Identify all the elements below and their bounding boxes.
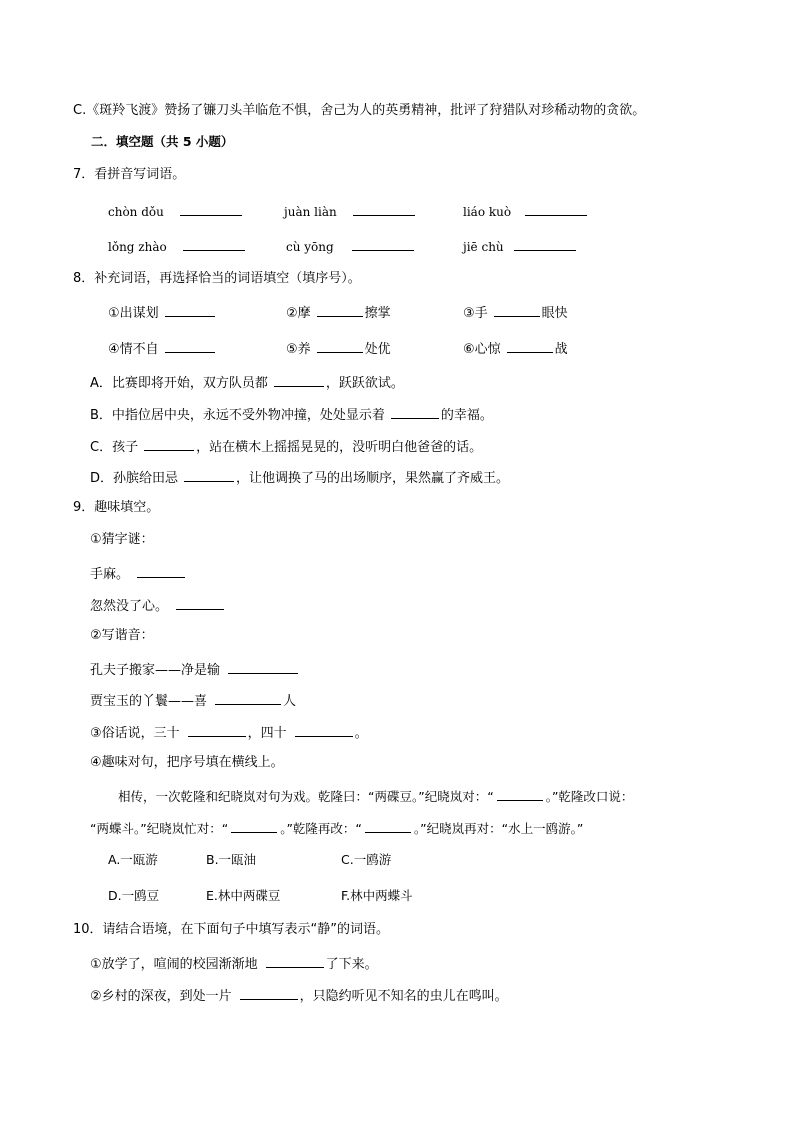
story-text: “两蝶斗。”纪晓岚忙对：“ (90, 821, 229, 836)
q10-title: 10．请结合语境，在下面句子中填写表示“静”的词语。 (73, 922, 390, 937)
pinyin: cù yōng (286, 240, 334, 254)
riddle-1 (90, 563, 187, 584)
q9-part4-label: ④趣味对句，把序号填在横线上。 (90, 755, 284, 770)
answer-blank[interactable] (353, 201, 415, 216)
answer-blank[interactable] (176, 595, 224, 610)
sentence-text: B．中指位居中央，永远不受外物冲撞，处处显示着 (90, 408, 385, 423)
answer-blank[interactable] (317, 302, 363, 317)
sentence-text: ①放学了，喧闹的校园渐渐地 (90, 957, 258, 972)
sentence-text: ，只隐约听见不知名的虫儿在鸣叫。 (299, 989, 508, 1004)
q7-item (463, 201, 589, 222)
answer-blank[interactable] (497, 786, 543, 801)
story-line-1 (118, 786, 633, 806)
q8-idiom (463, 302, 568, 323)
xiehouyu-1 (90, 659, 300, 680)
answer-blank[interactable] (525, 201, 587, 216)
sentence-text: ，站在横木上摇摇晃晃的，没听明白他爸爸的话。 (196, 440, 483, 455)
answer-blank[interactable] (184, 467, 234, 482)
q9-option-f: F.林中两蝶斗 (341, 888, 413, 903)
sentence-text: ②乡村的深夜，到处一片 (90, 989, 232, 1004)
idiom-suffix: 处优 (364, 342, 391, 357)
story-text: 。”乾隆再改：“ (280, 821, 362, 836)
answer-blank[interactable] (165, 338, 215, 353)
riddle-text: 手麻。 (90, 567, 130, 582)
answer-blank[interactable] (365, 818, 411, 833)
q7-item (463, 236, 578, 257)
sentence-text: D．孙膑给田忌 (90, 471, 179, 486)
xiehouyu-2 (90, 690, 296, 711)
idiom-prefix: ①出谋划 (108, 306, 159, 321)
story-text: 。”纪晓岚再对：“水上一鸥游。” (413, 821, 584, 836)
q8-idiom (463, 338, 568, 359)
idiom-suffix: 战 (554, 342, 568, 357)
proverb-text: 。 (354, 726, 368, 741)
q9-option-a: A.一瓯游 (108, 852, 158, 867)
q9-option-b: B.一瓯油 (206, 852, 257, 867)
q9-option-e: E.林中两碟豆 (206, 888, 281, 903)
answer-blank[interactable] (274, 372, 324, 387)
q8-idiom (286, 302, 391, 323)
answer-blank[interactable] (240, 985, 298, 1000)
proverb (90, 722, 368, 743)
answer-blank[interactable] (188, 722, 246, 737)
sentence-text: 的幸福。 (440, 408, 493, 423)
sentence-text: ，让他调换了马的出场顺序，果然赢了齐威王。 (236, 471, 510, 486)
idiom-prefix: ④情不自 (108, 342, 159, 357)
answer-blank[interactable] (165, 302, 215, 317)
answer-blank[interactable] (391, 404, 439, 419)
q10-sentence-2 (90, 985, 508, 1006)
q8-sentence-c (90, 436, 482, 457)
q7-item (286, 236, 416, 257)
q9-part2-label: ②写谐音： (90, 628, 154, 643)
pinyin: lǒng zhào (108, 240, 167, 254)
idiom-prefix: ⑤养 (286, 342, 311, 357)
q7-title: 7．看拼音写词语。 (73, 167, 186, 182)
sentence-text: ，跃跃欲试。 (325, 376, 404, 391)
story-text: 相传，一次乾隆和纪晓岚对句为戏。乾隆曰：“两碟豆。”纪晓岚对：“ (118, 789, 494, 804)
q8-sentence-a (90, 372, 404, 393)
idiom-suffix: 眼快 (541, 306, 568, 321)
sentence-text: 了下来。 (325, 957, 378, 972)
xiehouyu-text: 人 (283, 694, 297, 709)
idiom-prefix: ⑥心惊 (463, 342, 501, 357)
answer-blank[interactable] (266, 953, 324, 968)
q8-idiom (286, 338, 391, 359)
answer-blank[interactable] (514, 236, 576, 251)
answer-blank[interactable] (183, 236, 245, 251)
sentence-text: C．孩子 (90, 440, 139, 455)
pinyin: juàn liàn (284, 205, 337, 219)
story-line-2 (90, 818, 583, 838)
answer-blank[interactable] (295, 722, 353, 737)
q6-option-c: C.《斑羚飞渡》赞扬了镰刀头羊临危不惧，舍己为人的英勇精神，批评了狩猎队对珍稀动物的贪欲。 (73, 103, 646, 118)
q9-option-d: D.一鸥豆 (108, 888, 160, 903)
answer-blank[interactable] (137, 563, 185, 578)
q10-sentence-1 (90, 953, 378, 974)
answer-blank[interactable] (317, 338, 363, 353)
idiom-prefix: ②摩 (286, 306, 311, 321)
pinyin: liáo kuò (463, 205, 512, 219)
answer-blank[interactable] (228, 659, 298, 674)
answer-blank[interactable] (144, 436, 194, 451)
q8-idiom (108, 338, 217, 359)
q7-item (108, 201, 244, 222)
q7-item (108, 236, 247, 257)
answer-blank[interactable] (180, 201, 242, 216)
q9-title: 9．趣味填空。 (73, 500, 160, 515)
q7-item (284, 201, 417, 222)
q9-option-c: C.一鸥游 (341, 852, 392, 867)
answer-blank[interactable] (507, 338, 553, 353)
proverb-text: ③俗话说，三十 (90, 726, 180, 741)
riddle-text: 忽然没了心。 (90, 599, 169, 614)
answer-blank[interactable] (352, 236, 414, 251)
xiehouyu-text: 孔夫子搬家——净是输 (90, 663, 221, 678)
answer-blank[interactable] (231, 818, 277, 833)
pinyin: chòn dǒu (108, 205, 164, 219)
answer-blank[interactable] (215, 690, 281, 705)
idiom-prefix: ③手 (463, 306, 488, 321)
proverb-text: ，四十 (247, 726, 287, 741)
section-heading: 二．填空题（共 5 小题） (91, 134, 234, 149)
pinyin: jiē chù (463, 240, 504, 254)
idiom-suffix: 擦掌 (364, 306, 391, 321)
answer-blank[interactable] (494, 302, 540, 317)
riddle-2 (90, 595, 226, 616)
q8-idiom (108, 302, 217, 323)
q8-title: 8．补充词语，再选择恰当的词语填空（填序号）。 (73, 271, 361, 286)
q8-sentence-d (90, 467, 509, 488)
story-text: 。”乾隆改口说： (545, 789, 634, 804)
sentence-text: A．比赛即将开始，双方队员都 (90, 376, 268, 391)
q8-sentence-b (90, 404, 493, 425)
xiehouyu-text: 贾宝玉的丫鬟——喜 (90, 694, 208, 709)
q9-part1-label: ①猜字谜： (90, 532, 154, 547)
